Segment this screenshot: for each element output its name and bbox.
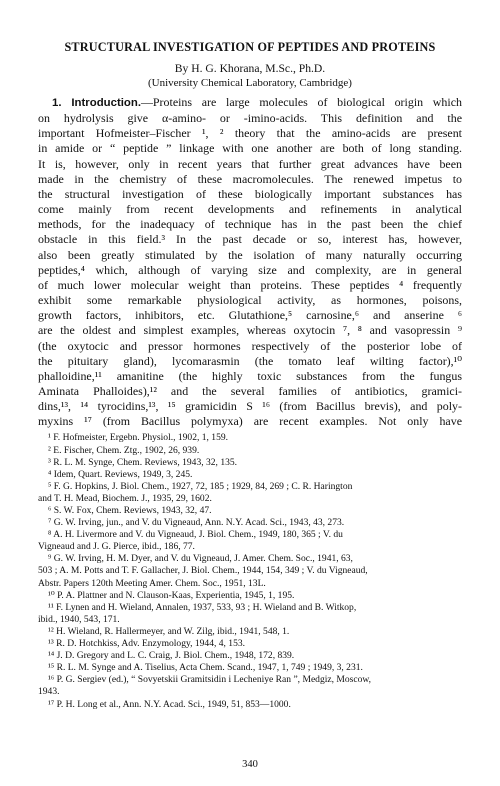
- body-line: of much lower molecular weight than proteins. These peptides ⁴ frequently: [38, 277, 462, 292]
- body-line: dins,¹³, ¹⁴ tyrocidins,¹³, ¹⁵ gramicidin S ¹⁶ (from Bacillus brevis), and poly-: [38, 399, 462, 414]
- body-line: obstacle in this field.³ In the past decade or so, interest has, however,: [38, 232, 462, 247]
- body-line: methods, for the inadequacy of technique has in the past been the chief: [38, 217, 462, 232]
- body-line: It is, however, only in recent years that further great advances have been: [38, 156, 462, 171]
- reference-item: ⁷ G. W. Irving, jun., and V. du Vigneaud, Ann. N.Y. Acad. Sci., 1943, 43, 273.: [48, 517, 345, 529]
- page-number: 340: [242, 759, 258, 770]
- body-line: phalloidine,¹¹ amanitine (the highly toxic substances from the fungus: [38, 368, 462, 383]
- reference-item: ⁸ A. H. Livermore and V. du Vigneaud, J. Biol. Chem., 1949, 180, 365 ; V. du: [48, 529, 343, 541]
- reference-item: ⁹ G. W. Irving, H. M. Dyer, and V. du Vigneaud, J. Amer. Chem. Soc., 1941, 63,: [48, 553, 353, 565]
- body-line: exhibit some remarkable physiological activity, as hormones, poisons,: [38, 293, 462, 308]
- article-page: [38, 40, 462, 711]
- reference-continuation: 503 ; A. M. Potts and T. F. Gallacher, J. Biol. Chem., 1944, 154, 349 ; V. du Vigneaud,: [38, 565, 368, 577]
- section-heading: 1. Introduction.: [52, 97, 141, 109]
- reference-continuation: ibid., 1940, 543, 171.: [38, 613, 120, 625]
- body-line: important Hofmeister–Fischer ¹, ² theory that the amino-acids are present: [38, 126, 462, 141]
- body-line: come mainly from recent developments and refinements in analytical: [38, 202, 462, 217]
- body-line: Aminata Phalloides),¹² and the several families of antibiotics, gramici-: [38, 383, 462, 398]
- reference-item: ² E. Fischer, Chem. Ztg., 1902, 26, 939.: [48, 444, 200, 456]
- body-line: are the oldest and simplest examples, whereas oxytocin ⁷, ⁸ and vasopressin ⁹: [38, 323, 462, 338]
- introduction-paragraph: [38, 95, 462, 429]
- reference-item: ¹⁶ P. G. Sergiev (ed.), “ Sovyetskii Gramitsidin i Lecheniye Ran ”, Medgiz, Moscow,: [48, 674, 372, 686]
- body-line: growth factors, inhibitors, etc. Glutathione,⁵ carnosine,⁶ and anserine ⁶: [38, 308, 462, 323]
- reference-continuation: 1943.: [38, 686, 60, 698]
- reference-continuation: and T. H. Mead, Biochem. J., 1935, 29, 1602.: [38, 492, 212, 504]
- reference-item: ³ R. L. M. Synge, Chem. Reviews, 1943, 32, 135.: [48, 456, 238, 468]
- reference-item: ¹⁰ P. A. Plattner and N. Clauson-Kaas, Experientia, 1945, 1, 195.: [48, 589, 295, 601]
- reference-continuation: Abstr. Papers 120th Meeting Amer. Chem. Soc., 1951, 13L.: [38, 577, 266, 589]
- reference-item: ¹ F. Hofmeister, Ergebn. Physiol., 1902, 1, 159.: [48, 432, 229, 444]
- body-line: 1. Introduction.—Proteins are large molecules of biological origin which: [52, 95, 462, 109]
- body-line: also been greatly stimulated by the isolation of many naturally occurring: [38, 247, 462, 262]
- reference-item: ⁴ Idem, Quart. Reviews, 1949, 3, 245.: [48, 468, 193, 480]
- author-line: By H. G. Khorana, M.Sc., Ph.D.: [174, 62, 326, 75]
- body-line: the pituitary gland), lycomarasmin (the tomato leaf wilting factor),¹⁰: [38, 353, 462, 368]
- reference-item: ¹⁷ P. H. Long et al., Ann. N.Y. Acad. Sci., 1949, 51, 853—1000.: [48, 698, 291, 710]
- body-line: the structural investigation of these biologically important substances has: [38, 186, 462, 201]
- body-line: (the oxytocic and pressor hormones respectively of the posterior lobe of: [38, 338, 462, 353]
- body-line: made in the chemistry of these macromolecules. The renewed impetus to: [38, 171, 462, 186]
- body-line: myxins ¹⁷ (from Bacillus polymyxa) are recent examples. Not only have: [38, 414, 462, 429]
- reference-item: ⁵ F. G. Hopkins, J. Biol. Chem., 1927, 72, 185 ; 1929, 84, 269 ; C. R. Harington: [48, 480, 353, 492]
- reference-item: ¹³ R. D. Hotchkiss, Adv. Enzymology, 1944, 4, 153.: [48, 638, 246, 650]
- article-title: STRUCTURAL INVESTIGATION OF PEPTIDES AND PROTEINS: [64, 40, 436, 54]
- reference-item: ¹⁴ J. D. Gregory and L. C. Craig, J. Biol. Chem., 1948, 172, 839.: [48, 650, 295, 662]
- reference-item: ⁶ S. W. Fox, Chem. Reviews, 1943, 32, 47.: [48, 505, 212, 516]
- reference-item: ¹⁵ R. L. M. Synge and A. Tiselius, Acta Chem. Scand., 1947, 1, 749 ; 1949, 3, 231.: [48, 662, 363, 674]
- affiliation-line: (University Chemical Laboratory, Cambridge): [148, 77, 352, 89]
- body-line: in amide or “ peptide ” linkage with one another are both of long standing.: [38, 141, 462, 156]
- body-line: on hydrolysis give α-amino- or -imino-acids. This definition and the: [38, 111, 462, 126]
- body-line: peptides,⁴ which, although of varying size and complexity, are in general: [38, 262, 462, 277]
- reference-item: ¹² H. Wieland, R. Hallermeyer, and W. Zilg, ibid., 1941, 548, 1.: [48, 625, 290, 637]
- reference-item: ¹¹ F. Lynen and H. Wieland, Annalen, 1937, 533, 93 ; H. Wieland and B. Witkop,: [48, 601, 357, 613]
- reference-continuation: Vigneaud and J. G. Pierce, ibid., 186, 77.: [38, 541, 195, 553]
- footnote-references: [38, 432, 462, 710]
